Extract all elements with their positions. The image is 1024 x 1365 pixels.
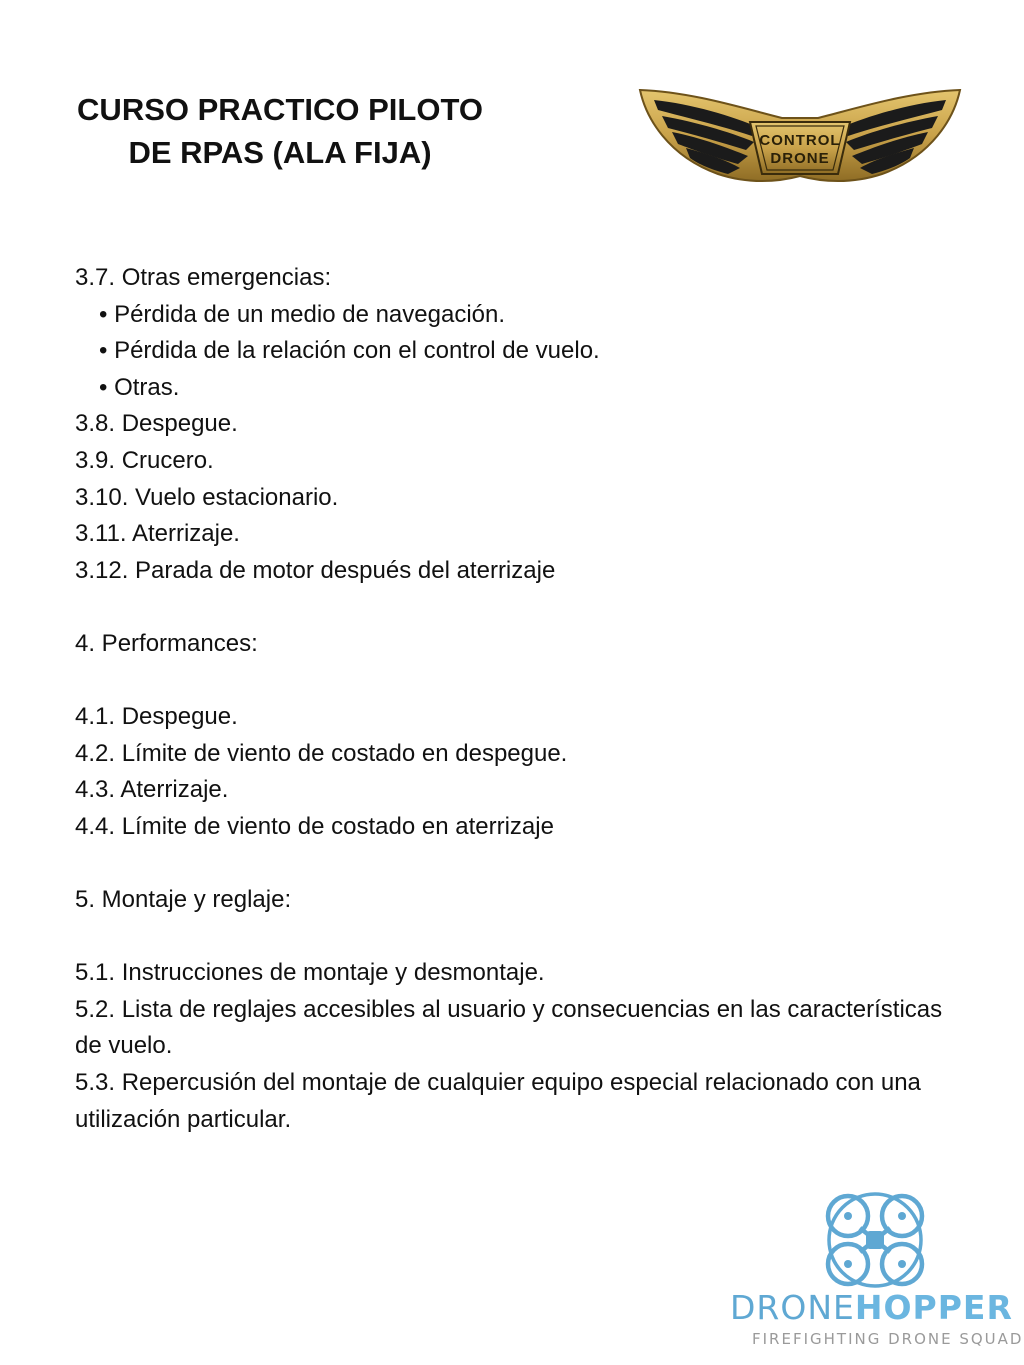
spacer xyxy=(75,846,955,883)
item-3-11: 3.11. Aterrizaje. xyxy=(75,520,240,548)
title-line-1: CURSO PRACTICO PILOTO xyxy=(77,92,483,127)
item-4-1: 4.1. Despegue. xyxy=(75,703,238,731)
item-3-8: 3.8. Despegue. xyxy=(75,410,238,438)
section-5-heading: 5. Montaje y reglaje: xyxy=(75,886,292,914)
syllabus-content xyxy=(75,260,955,1138)
bullet-otras: • Otras. xyxy=(99,373,180,401)
drone-icon xyxy=(820,1188,930,1292)
spacer xyxy=(75,919,955,956)
brand-tagline: FIREFIGHTING DRONE SQUAD xyxy=(752,1330,1024,1348)
page-title xyxy=(60,88,500,174)
bullet-navegacion: • Pérdida de un medio de navegación. xyxy=(99,300,506,328)
section-4-heading: 4. Performances: xyxy=(75,629,258,657)
item-5-3: 5.3. Repercusión del montaje de cualquier equipo especial relacionado con una utilización particular. xyxy=(75,1069,921,1133)
item-3-10: 3.10. Vuelo estacionario. xyxy=(75,483,339,511)
item-3-7: 3.7. Otras emergencias: xyxy=(75,264,332,291)
spacer xyxy=(75,663,955,700)
badge-text-line-2: DRONE xyxy=(770,150,830,167)
item-3-12: 3.12. Parada de motor después del aterrizaje xyxy=(75,556,556,584)
control-drone-wings-badge xyxy=(632,78,968,190)
bullet-control-vuelo: • Pérdida de la relación con el control de vuelo. xyxy=(99,337,600,365)
title-line-2: DE RPAS (ALA FIJA) xyxy=(128,135,432,170)
item-4-3: 4.3. Aterrizaje. xyxy=(75,776,229,804)
item-4-2: 4.2. Límite de viento de costado en despegue. xyxy=(75,739,568,767)
spacer xyxy=(75,589,955,626)
brand-part-drone: DRONE xyxy=(730,1288,855,1327)
brand-name xyxy=(730,1288,1013,1327)
badge-text-line-1: CONTROL xyxy=(759,132,841,149)
brand-part-hopper: HOPPER xyxy=(854,1288,1013,1327)
item-4-4: 4.4. Límite de viento de costado en aterrizaje xyxy=(75,812,554,840)
dronehopper-logo xyxy=(724,1188,1024,1365)
item-5-2: 5.2. Lista de reglajes accesibles al usuario y consecuencias en las características de vuelo. xyxy=(75,995,943,1060)
item-3-9: 3.9. Crucero. xyxy=(75,446,214,474)
item-5-1: 5.1. Instrucciones de montaje y desmontaje. xyxy=(75,959,545,987)
